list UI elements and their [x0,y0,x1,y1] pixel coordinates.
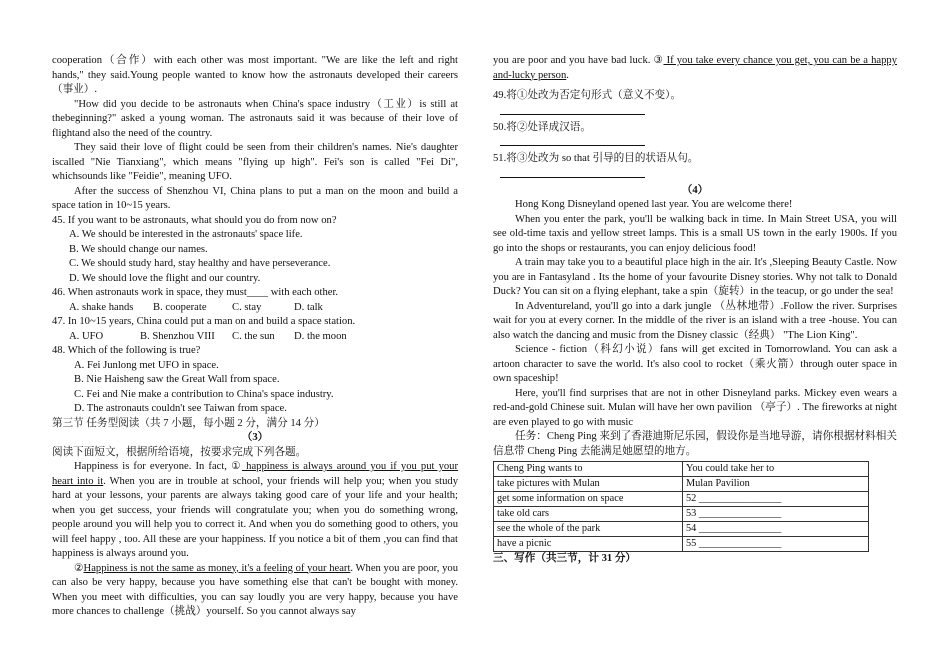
q47-options [52,330,458,345]
answer-line-51[interactable] [500,167,645,178]
passage2-paragraph: "How did you decide to be astronauts when China's space industry（工业）is still at thebeginning?" asked a young woman. The astronauts said it was because of their love of flightand also the need of the country. [52,98,458,139]
question-49: 49.将①处改为否定句形式（意义不变）。 [493,90,682,101]
question-45: 45. If you want to be astronauts, what should you do from now on? [52,214,337,226]
table-cell: Mulan Pavilion [683,477,869,492]
disney-paragraph: In Adventureland, you'll go into a dark jungle （丛林地带）.Follow the river. Surprises wait for you at every corner. In the middle of the river is an island with a tree -house. You can also watch the dancing and music from the Disney classic（经典） "The Lion King". [493,300,897,341]
task-table [493,461,869,552]
q45-option-b: B. We should change our names. [69,243,208,255]
disney-paragraph: When you enter the park, you'll be walking back in time. In Main Street USA, you will see old-time taxis and yellow street lamps. This is a small US town in the early 1900s. If you go into the shops or restaurants, you can enjoy delicious food! [493,213,897,254]
table-row [494,537,869,552]
q48-option-d: D. The astronauts couldn't see Taiwan from space. [74,403,287,414]
q46-option-a: A. shake hands [69,301,134,313]
table-cell: see the whole of the park [494,522,683,537]
answer-cell-52[interactable]: 52 ________________ [683,492,869,507]
table-header: Cheng Ping wants to [494,462,683,477]
happiness-paragraph-3: you are poor and you have bad luck. ③ If you take every chance you get, you can be a happy and-lucky person. [493,55,898,81]
q47-option-d: D. the moon [294,330,347,342]
table-cell: take old cars [494,507,683,522]
question-51: 51.将③处改为 so that 引导的目的状语从句。 [493,153,699,164]
q45-option-d: D. We should love the flight and our country. [69,272,261,284]
task-description: 任务：Cheng Ping 来到了香港迪斯尼乐园，假设你是当地导游，请你根据材料相关信息带 Cheng Ping 去能满足她愿望的地方。 [493,431,897,457]
passage-4-heading: （4） [681,184,709,196]
table-row [494,492,869,507]
q48-option-b: B. Nie Haisheng saw the Great Wall from space. [74,374,280,385]
answer-cell-55[interactable]: 55 ________________ [683,537,869,552]
question-46: 46. When astronauts work in space, they must____ with each other. [52,287,339,298]
table-row [494,462,869,477]
passage2-paragraph: They said their love of flight could be seen from their children's names. Nie's daughter iscalled "Nie Tianxiang", which means "flying up high". Fei's son is called "Fei Di", whichsounds like "Feidie", meaning UFO. [52,142,458,182]
disney-paragraph: Here, you'll find surprises that are not in other Disneyland parks. Mickey even wears a red-and-gold Chinese suit. Mulan will have her own pavilion （亭子）. The fireworks at night are even played to go with music [493,387,897,428]
happiness-paragraph-2: ②Happiness is not the same as money, it's a feeling of your heart. When you are poor, you can also be very happy, because you have something else that can't be bought with money. When you meet with difficulties, you can say loudly you are very happy, because you have more chances to challenge（挑战）yourself. So you cannot always say [52,562,458,617]
disney-paragraph: A train may take you to a beautiful place high in the air. It's ,Sleeping Beauty Castle. Now you are in Fantasyland . Its the home of your favourite Disney stories. Why not talk to Donald Duck? You can sit on a flying elephant, take a spin（旋转）in the teacup, or go under the sea! [493,257,897,297]
passage2-paragraph: cooperation（合作）with each other was most important. "We are like the left and right hands," they said.Young people wanted to know how the astronauts developed their careers（事业）. [52,55,458,95]
answer-cell-53[interactable]: 53 ________________ [683,507,869,522]
disney-paragraph: Science - fiction（科幻小说）fans will get excited in Tomorrowland. You can ask a artoon character to save the world. It's also cool to rocket（乘火箭）through outer space in own spaceship! [493,344,897,384]
passage-3-heading: （3） [241,432,269,443]
left-column [52,54,458,620]
disney-paragraph: Hong Kong Disneyland opened last year. You are welcome there! [515,199,793,210]
q46-option-c: C. stay [232,301,262,313]
writing-section-title: 三、写作（共三节，计 31 分） [493,553,637,564]
question-48: 48. Which of the following is true? [52,345,201,356]
table-cell: get some information on space [494,492,683,507]
q47-option-b: B. Shenzhou VIII [140,330,215,342]
q48-option-a: A. Fei Junlong met UFO in space. [74,359,219,371]
answer-line-49[interactable] [500,104,645,115]
happiness-paragraph-1: Happiness is for everyone. In fact, ① happiness is always around you if you put your heart into it. When you are in trouble at school, your friends will help you; when you study hard at your lessons, your parents are always taking good care of your life and your health; when you get success, your friends will congratulate you; when you do something wrong, people around you will help you to correct it. And when you do something good to others, you will feel happy , too. All these are your happiness. If you notice a bit of them ,you can find that happiness is always around you. [52,461,458,559]
q45-option-c: C. We should study hard, stay healthy and have perseverance. [69,258,331,269]
right-column [493,54,897,567]
underlined-sentence-2: Happiness is not the same as money, it's a feeling of your heart [83,562,351,574]
table-row [494,477,869,492]
passage-3-instruction: 阅读下面短文，根据所给语境，按要求完成下列各题。 [52,446,307,458]
table-cell: take pictures with Mulan [494,477,683,492]
q47-option-c: C. the sun [232,330,275,342]
table-row [494,507,869,522]
section-3-title: 第三节 任务型阅读（共 7 小题，每小题 2 分，满分 14 分） [52,417,325,429]
question-50: 50.将②处译成汉语。 [493,121,591,133]
passage2-paragraph: After the success of Shenzhou VI, China plans to put a man on the moon and build a space tation in 10~15 years. [52,185,458,211]
q46-option-d: D. talk [294,301,323,313]
table-cell: have a picnic [494,537,683,552]
q47-option-a: A. UFO [69,330,104,342]
answer-cell-54[interactable]: 54 ________________ [683,522,869,537]
q45-option-a: A. We should be interested in the astronauts' space life. [69,229,303,240]
answer-line-50[interactable] [500,135,645,146]
q46-options [52,301,458,316]
table-row [494,522,869,537]
underlined-sentence-3: If you take every chance you get, you can be a happy and-lucky person [493,55,898,81]
underlined-sentence-1: happiness is always around you if you put your heart into it [52,461,458,487]
q46-option-b: B. cooperate [153,301,207,313]
question-47: 47. In 10~15 years, China could put a man on and build a space station. [52,316,356,327]
table-header: You could take her to [683,462,869,477]
q48-option-c: C. Fei and Nie make a contribution to China's space industry. [74,388,334,400]
